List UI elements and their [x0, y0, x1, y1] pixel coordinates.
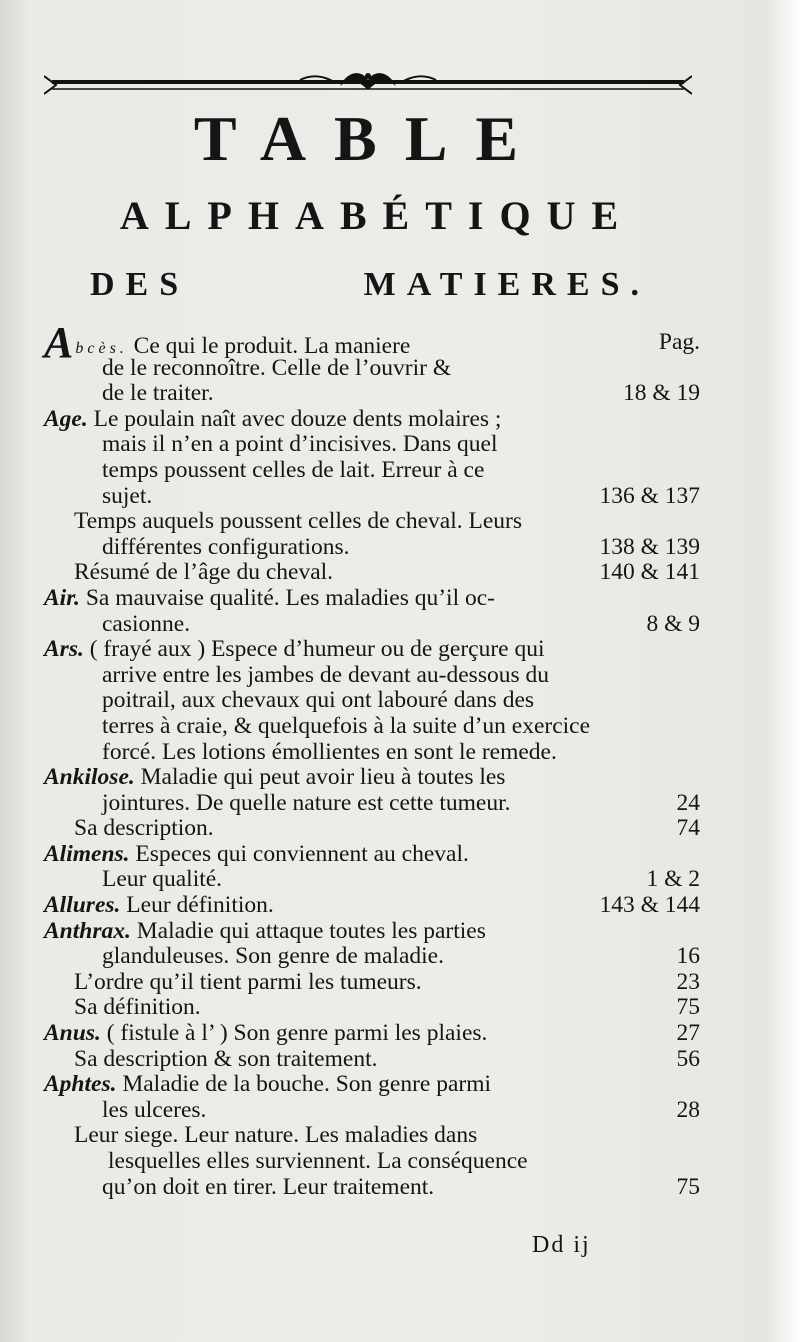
entry-text: L’ordre qu’il tient parmi les tumeurs. — [74, 968, 422, 995]
entry-text: jointures. De quelle nature est cette tumeur. — [102, 789, 511, 816]
index-line-text — [44, 407, 501, 433]
page-reference: 143 & 144 — [599, 892, 700, 919]
title-des-matieres — [90, 266, 650, 304]
entry-text: Leur définition. — [120, 892, 274, 919]
entry-text: Sa description. — [74, 815, 214, 842]
entry-text: poitrail, aux chevaux qui ont labouré dans des — [102, 687, 535, 714]
entry-text: mais il n’en a point d’incisives. Dans quel — [102, 431, 498, 458]
entry-text: Maladie qui attaque toutes les parties — [130, 917, 486, 944]
index-line-text — [102, 484, 152, 510]
index-line — [44, 688, 700, 714]
page-reference: 136 & 137 — [599, 482, 700, 509]
index-line — [44, 791, 700, 817]
drop-initial: A — [44, 318, 74, 367]
page-reference: 28 — [676, 1096, 700, 1123]
index-line-text — [74, 509, 522, 535]
entry-text: Maladie de la bouche. Son genre parmi — [116, 1071, 492, 1098]
index-line — [44, 944, 700, 970]
index-line — [44, 432, 700, 458]
entry-text: qu’on doit en tirer. Leur traitement. — [102, 1173, 435, 1200]
entry-keyword: Anus. — [44, 1020, 101, 1047]
index-line-text — [44, 919, 486, 945]
page-reference: 8 & 9 — [646, 610, 700, 637]
page-reference: 75 — [676, 1173, 700, 1200]
index-line-text — [74, 1123, 477, 1149]
index-line-text — [44, 765, 505, 791]
index-line-text — [74, 1047, 377, 1073]
index-line-text — [74, 560, 333, 586]
entry-text: Ce qui le produit. La maniere — [127, 333, 411, 359]
entry-text: terres à craie, & quelquefois à la suite d’un exercice — [102, 712, 591, 739]
title-word-des: DES — [90, 266, 190, 303]
index-entries — [44, 318, 700, 1200]
index-line-text — [74, 816, 214, 842]
entry-text: Maladie qui peut avoir lieu à toutes les — [134, 764, 506, 791]
entry-text: Résumé de l’âge du cheval. — [74, 559, 334, 586]
entry-text: Especes qui conviennent au cheval. — [129, 840, 469, 867]
index-line-text — [44, 586, 495, 612]
index-line — [44, 318, 700, 367]
index-line — [44, 1149, 700, 1175]
index-line-text — [44, 637, 545, 663]
ornament-rule — [44, 66, 692, 102]
index-line — [44, 381, 700, 407]
entry-text: Leur siege. Leur nature. Les maladies dans — [74, 1122, 478, 1149]
entry-text: Le poulain naît avec douze dents molaires ; — [87, 405, 502, 432]
page-reference: 74 — [676, 815, 700, 842]
index-line-text — [44, 893, 274, 919]
index-line — [44, 765, 700, 791]
index-line — [44, 407, 700, 433]
entry-keyword: Age. — [44, 405, 88, 432]
index-line — [44, 535, 700, 561]
index-line-text — [44, 1021, 487, 1047]
index-line — [44, 560, 700, 586]
title-alphabetique: ALPHABÉTIQUE — [119, 193, 635, 238]
index-line-text — [102, 612, 190, 638]
page-reference: 16 — [676, 943, 700, 970]
index-line-text — [74, 970, 422, 996]
entry-keyword: Ars. — [44, 636, 84, 663]
entry-text: différentes configurations. — [102, 533, 350, 560]
index-line-text — [102, 714, 590, 740]
index-line — [44, 995, 700, 1021]
entry-text: Temps auquels poussent celles de cheval. Leurs — [74, 508, 522, 535]
index-line — [44, 484, 700, 510]
entry-text: lesquelles elles surviennent. La conséquence — [108, 1148, 528, 1174]
title-word-matieres: MATIERES. — [363, 266, 650, 303]
index-line — [44, 1098, 700, 1124]
page-reference: 140 & 141 — [599, 559, 700, 586]
signature-mark: Dd ij — [532, 1232, 591, 1258]
index-line — [44, 919, 700, 945]
index-line-text — [102, 381, 214, 407]
entry-text: temps poussent celles de lait. Erreur à ce — [102, 456, 485, 483]
entry-text: ( frayé aux ) Espece d’humeur ou de gerçure qui — [83, 636, 545, 663]
entry-keyword: Alimens. — [44, 840, 130, 867]
index-line — [44, 1047, 700, 1073]
entry-keyword: bcès. — [75, 340, 128, 357]
index-line — [44, 842, 700, 868]
entry-keyword: Allures. — [44, 892, 121, 919]
index-line-text — [102, 663, 549, 689]
index-line — [44, 586, 700, 612]
page-reference: 56 — [676, 1045, 700, 1072]
index-line-text — [102, 1098, 206, 1124]
entry-text: Leur qualité. — [102, 866, 223, 893]
index-line — [44, 458, 700, 484]
entry-keyword: Aphtes. — [44, 1071, 117, 1098]
index-line — [44, 637, 700, 663]
index-line — [44, 1021, 700, 1047]
index-line — [44, 612, 700, 638]
page-reference: Pag. — [658, 329, 700, 355]
index-line-text — [102, 688, 534, 714]
page-reference: 23 — [676, 968, 700, 995]
index-line — [44, 356, 700, 382]
index-line — [44, 1123, 700, 1149]
index-line-text — [108, 1149, 528, 1175]
entry-text: glanduleuses. Son genre de maladie. — [102, 943, 444, 970]
entry-text: casionne. — [102, 610, 191, 637]
entry-text: sujet. — [102, 482, 153, 509]
entry-text: Sa définition. — [74, 994, 201, 1021]
index-line — [44, 663, 700, 689]
index-line-text — [102, 740, 557, 766]
entry-keyword: Anthrax. — [44, 917, 131, 944]
entry-text: de le reconnoître. Celle de l’ouvrir & — [102, 354, 452, 381]
entry-keyword: Ankilose. — [44, 764, 135, 791]
page-reference: 24 — [676, 789, 700, 816]
entry-text: les ulceres. — [102, 1096, 207, 1123]
index-line-text — [102, 1175, 434, 1201]
index-line-text — [102, 356, 451, 382]
index-line-text — [102, 432, 498, 458]
entry-text: Sa description & son traitement. — [74, 1045, 378, 1072]
entry-text: de le traiter. — [102, 380, 214, 407]
page-reference: 1 & 2 — [646, 866, 700, 893]
index-line-text — [44, 1072, 491, 1098]
index-line — [44, 893, 700, 919]
page-reference: 138 & 139 — [599, 533, 700, 560]
title-table: TABLE — [193, 103, 547, 174]
index-line — [44, 816, 700, 842]
index-line — [44, 509, 700, 535]
page-reference: 75 — [676, 994, 700, 1021]
entry-text: ( fistule à l’ ) Son genre parmi les plaies. — [100, 1020, 488, 1047]
entry-keyword: Air. — [44, 584, 80, 611]
entry-text: arrive entre les jambes de devant au-dessous du — [102, 661, 549, 688]
page-reference: 18 & 19 — [622, 380, 700, 407]
index-line — [44, 867, 700, 893]
index-line-text — [44, 842, 469, 868]
page-reference: 27 — [676, 1020, 700, 1047]
index-line-text — [74, 995, 201, 1021]
index-line-text — [102, 944, 444, 970]
index-line-text — [102, 458, 484, 484]
index-line — [44, 740, 700, 766]
index-line — [44, 970, 700, 996]
index-line — [44, 1175, 700, 1201]
index-line-text — [102, 867, 222, 893]
index-line — [44, 714, 700, 740]
entry-text: forcé. Les lotions émollientes en sont le remede. — [102, 738, 557, 765]
index-line — [44, 1072, 700, 1098]
entry-text: Sa mauvaise qualité. Les maladies qu’il oc- — [79, 584, 495, 611]
index-line-text — [102, 791, 511, 817]
index-line-text — [102, 535, 350, 561]
